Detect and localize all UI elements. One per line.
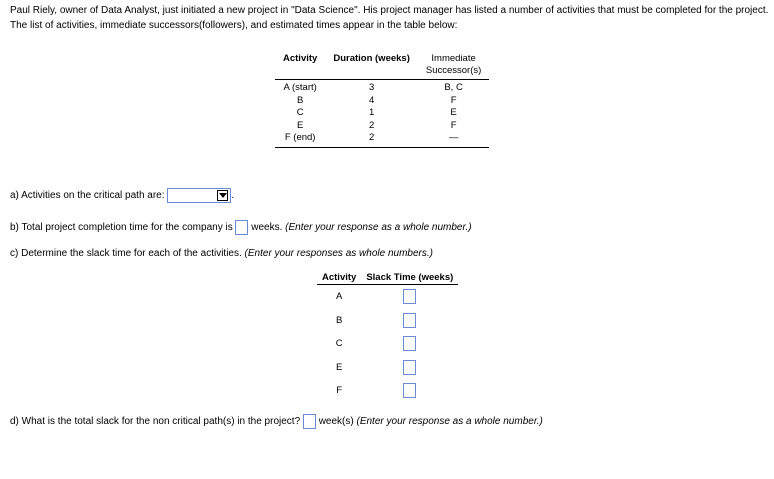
- table-row: [275, 120, 489, 133]
- cell-duration: 1: [368, 107, 375, 118]
- table-row: [317, 332, 458, 356]
- cell-duration: 2: [368, 119, 375, 131]
- cell-duration: 2: [325, 132, 418, 147]
- col-activity: Activity: [275, 52, 325, 80]
- total-slack-input[interactable]: [303, 414, 316, 429]
- slack-activity: A: [335, 291, 343, 303]
- slack-input-f[interactable]: [403, 383, 416, 398]
- question-b-suffix: weeks.: [251, 222, 283, 234]
- question-c: [10, 248, 433, 259]
- table-row: [275, 107, 489, 120]
- table-row: [317, 356, 458, 380]
- cell-successors: F: [450, 94, 457, 106]
- question-b: [10, 220, 472, 235]
- cell-successors: —: [418, 132, 489, 147]
- cell-successors: F: [450, 119, 457, 131]
- question-d-prefix: d) What is the total slack for the non critical path(s) in the project?: [10, 416, 301, 428]
- cell-successors: E: [450, 107, 457, 118]
- cell-activity: B: [296, 94, 304, 106]
- col-immediate-line1: Immediate: [431, 53, 476, 64]
- table-row: [317, 309, 458, 333]
- question-b-note: (Enter your response as a whole number.): [285, 222, 472, 234]
- critical-path-dropdown[interactable]: [167, 188, 231, 203]
- cell-activity: F (end): [275, 132, 325, 147]
- col-immediate-line2: Successor(s): [425, 65, 482, 76]
- slack-activity: B: [335, 314, 343, 326]
- col-slack-time: Slack Time (weeks): [361, 271, 458, 285]
- cell-activity: A (start): [283, 82, 317, 93]
- slack-activity: C: [335, 338, 343, 350]
- table-row: [275, 132, 489, 147]
- table-row: [275, 80, 489, 95]
- completion-time-input[interactable]: [235, 220, 248, 235]
- question-c-note: (Enter your responses as whole numbers.): [244, 248, 433, 259]
- slack-input-a[interactable]: [403, 289, 416, 304]
- question-d-suffix: week(s): [318, 416, 354, 428]
- question-c-text: c) Determine the slack time for each of the activities.: [10, 248, 242, 259]
- question-b-prefix: b) Total project completion time for the company is: [10, 222, 233, 234]
- cell-duration: 3: [368, 82, 375, 93]
- activity-table: [275, 52, 489, 148]
- cell-activity: E: [296, 119, 304, 131]
- cell-duration: 4: [368, 94, 375, 106]
- cell-activity: C: [296, 107, 304, 118]
- table-row: [317, 379, 458, 403]
- table-row: [317, 285, 458, 309]
- question-d-note: (Enter your response as a whole number.): [356, 416, 543, 428]
- problem-intro: Paul Riely, owner of Data Analyst, just initiated a new project in "Data Science". His project manager has listed a number of activities that must be completed for the project. The list of activities, immediate successors(followers), and estimated times appear in the table below:: [10, 5, 769, 31]
- col-immediate-successors: [418, 52, 489, 80]
- question-a: a) Activities on the critical path are: .: [10, 188, 234, 203]
- slack-activity: F: [336, 385, 343, 397]
- col-slack-activity: Activity: [317, 271, 361, 285]
- slack-input-c[interactable]: [403, 336, 416, 351]
- dropdown-arrow-icon[interactable]: [217, 190, 228, 201]
- table-row: [275, 95, 489, 108]
- col-duration: Duration (weeks): [325, 52, 418, 80]
- slack-table: [317, 271, 458, 403]
- cell-successors: B, C: [444, 82, 463, 93]
- question-a-label: a) Activities on the critical path are:: [10, 190, 165, 202]
- slack-activity: E: [335, 361, 343, 373]
- slack-input-b[interactable]: [403, 313, 416, 328]
- question-d: [10, 414, 543, 429]
- slack-input-e[interactable]: [403, 360, 416, 375]
